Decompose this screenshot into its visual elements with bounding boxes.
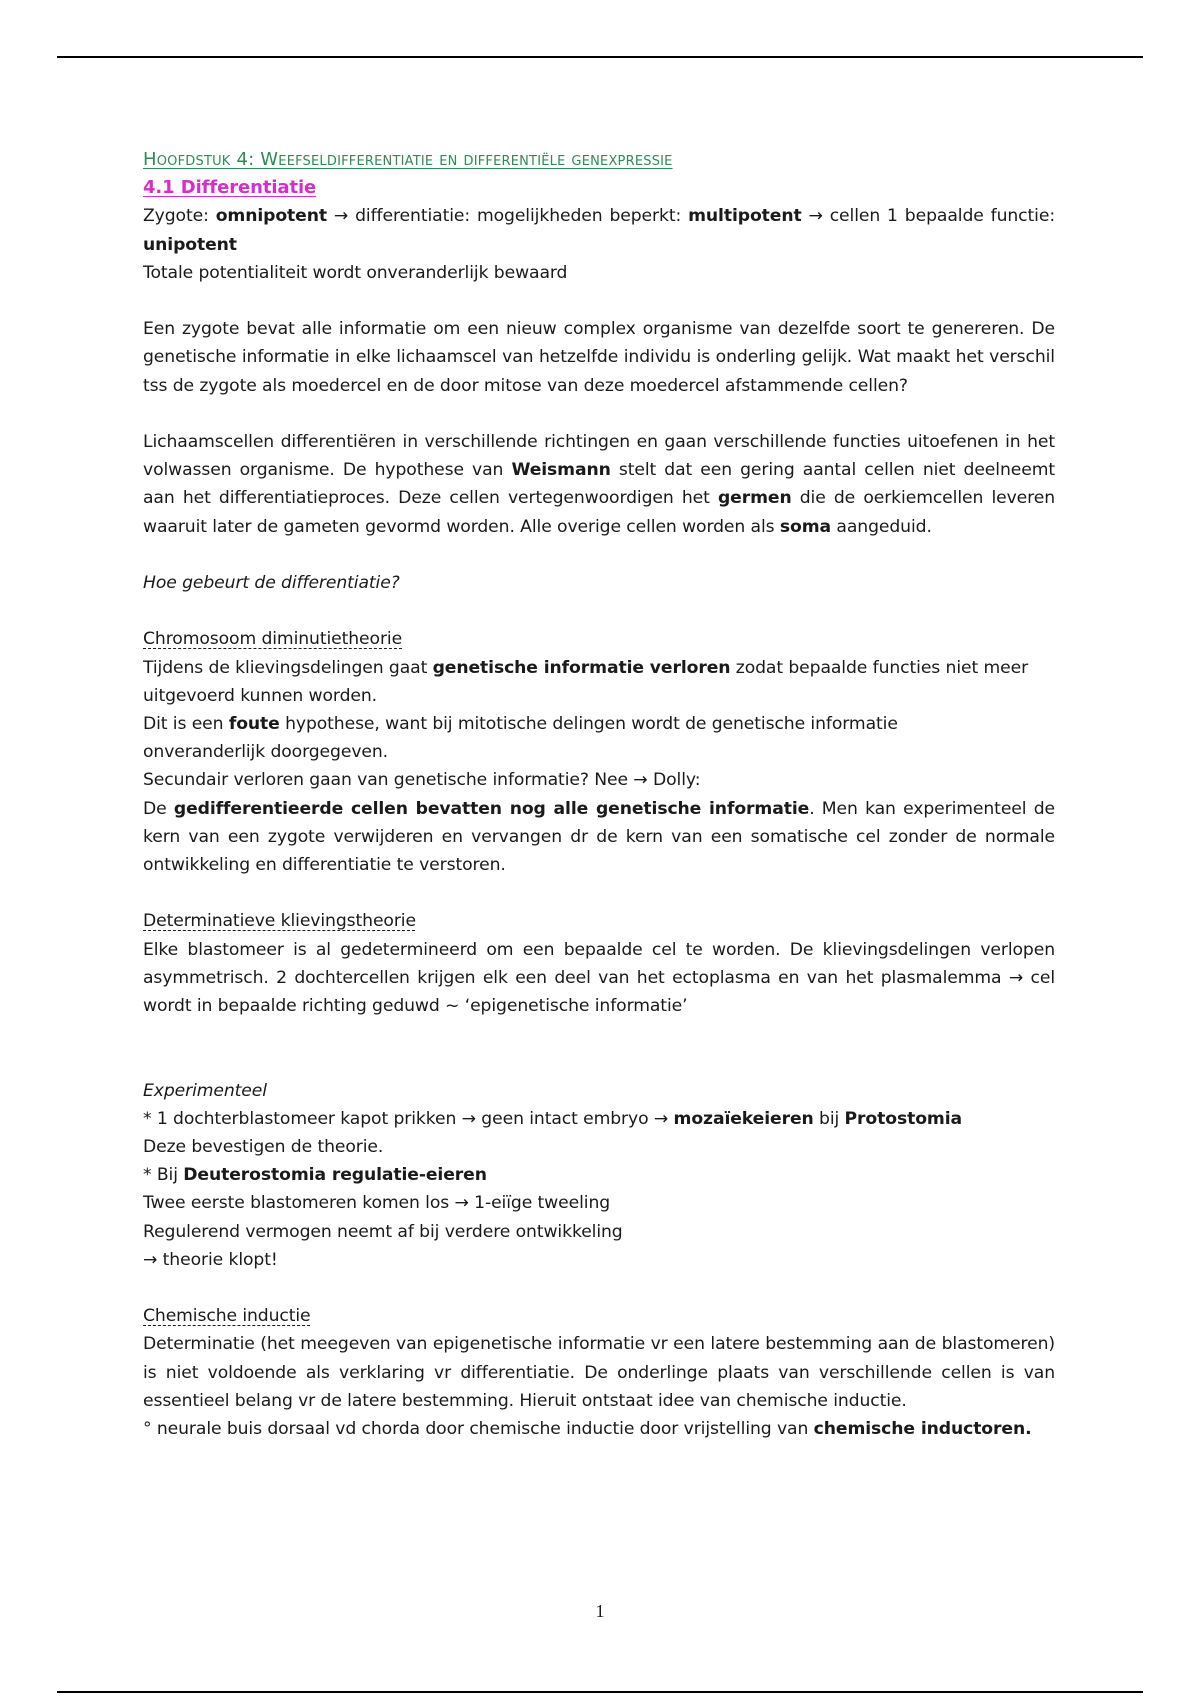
chemische-text: Determinatie (het meegeven van epigenetische informatie vr een latere bestemming aan de blastomeren) is niet voldoende als verklaring vr differentiatie. De onderlinge plaats van verschillende cellen is van essentieel belang vr de latere bestemming. Hieruit ontstaat idee van chemische inductie. [143, 1334, 1055, 1411]
paragraph-weismann: Lichaamscellen differentiëren in verschillende richtingen en gaan verschillende functies uitoefenen in het volwassen organisme. De hypothese van Weismann stelt dat een gering aantal cellen niet deelneemt aan het differentiatieproces. Deze cellen vertegenwoordigen het germen die de oerkiemcellen leveren waaruit later de gameten gevormd worden. Alle overige cellen worden als soma aangeduid. [143, 432, 1055, 537]
chromosoom-line-3: Secundair verloren gaan van genetische informatie? Nee → Dolly: [143, 770, 701, 791]
experimenteel-line-4: Twee eerste blastomeren komen los → 1-eiïge tweeling [143, 1193, 611, 1214]
page-number: 1 [595, 1601, 605, 1621]
experimenteel-line-1: * 1 dochterblastomeer kapot prikken → geen intact embryo → mozaïekeieren bij Protostomia [143, 1108, 963, 1129]
paragraph-zygote: Een zygote bevat alle informatie om een nieuw complex organisme van dezelfde soort te genereren. De genetische informatie in elke lichaamscel van hetzelfde individu is onderling gelijk. Wat maakt het verschil tss de zygote als moedercel en de door mitose van deze moedercel afstammende cellen? [143, 319, 1055, 396]
section-title: 4.1 Differentiatie [143, 177, 317, 199]
determinatieve-text: Elke blastomeer is al gedetermineerd om een bepaalde cel te worden. De klievingsdelingen verlopen asymmetrisch. 2 dochtercellen krijgen elk een deel van het ectoplasma en van het plasmalemma → cel wordt in bepaalde richting geduwd ~ ‘epigenetische informatie’ [143, 939, 1055, 1017]
header-rule [57, 56, 1143, 58]
experimenteel-heading: Experimenteel [143, 1080, 267, 1101]
intro-line-2: Totale potentialiteit wordt onveranderlijk bewaard [143, 262, 568, 283]
chromosoom-line-1: Tijdens de klievingsdelingen gaat genetische informatie verloren zodat bepaalde functies niet meer uitgevoerd kunnen worden. [143, 657, 1029, 706]
chemische-heading: Chemische inductie [143, 1306, 311, 1327]
chromosoom-heading: Chromosoom diminutietheorie [143, 629, 403, 650]
chromosoom-line-2: Dit is een foute hypothese, want bij mitotische delingen wordt de genetische informatie onveranderlijk doorgegeven. [143, 714, 898, 763]
intro-paragraph: Zygote: omnipotent → differentiatie: mogelijkheden beperkt: multipotent → cellen 1 bepaalde functie: unipotent [143, 206, 1056, 255]
footer-rule [57, 1691, 1143, 1693]
experimenteel-line-5: Regulerend vermogen neemt af bij verdere ontwikkeling [143, 1221, 623, 1242]
determinatieve-heading: Determinatieve klievingstheorie [143, 911, 416, 932]
experimenteel-line-2: Deze bevestigen de theorie. [143, 1137, 384, 1158]
chapter-title: Hoofdstuk 4: Weefseldifferentiatie en differentiële genexpressie [143, 149, 673, 170]
experimenteel-line-6: → theorie klopt! [143, 1249, 278, 1270]
chemische-line-2: ° neurale buis dorsaal vd chorda door chemische inductie door vrijstelling van chemische inductoren. [143, 1419, 1032, 1440]
experimenteel-line-3: * Bij Deuterostomia regulatie-eieren [143, 1165, 487, 1186]
document-body [143, 146, 1055, 1443]
chromosoom-line-4: De gedifferentieerde cellen bevatten nog alle genetische informatie. Men kan experimenteel de kern van een zygote verwijderen en vervangen dr de kern van een somatische cel zonder de normale ontwikkeling en differentiatie te verstoren. [143, 798, 1055, 876]
question-line: Hoe gebeurt de differentiatie? [143, 573, 400, 593]
